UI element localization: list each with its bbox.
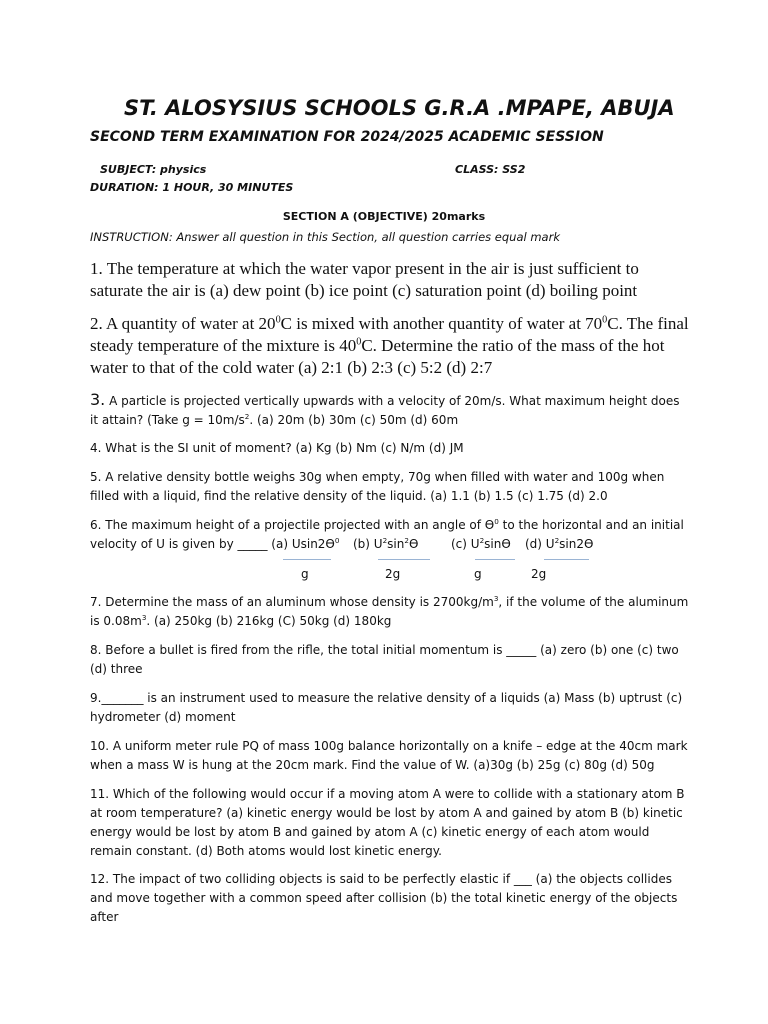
question-8: 8. Before a bullet is fired from the rifle, the total initial momentum is _____ (a) zero (b) one (c) two (d) three [90, 643, 679, 676]
question-3: 3. A particle is projected vertically upwards with a velocity of 20m/s. What maximum height does it attain? (Take $g = 10m/s^2$. (a) 20m (b) 30m (c) 50m (d) 60m [90, 390, 680, 427]
question-11: 11. Which of the following would occur if a moving atom A were to collide with a stationary atom B at room temperature? (a) kinetic energy would be lost by atom A and gained by atom B (b) kinetic energy would be lost by atom B and gained by atom A (c) kinetic energy of each atom would remain constant. (d) Both atoms would lost kinetic energy. [90, 787, 685, 858]
question-2: 2. A quantity of water at $20^0C$ is mixed with another quantity of water at $70^0C$. The final steady temperature of the mixture is $40^0C$. Determine the ratio of the mass of the hot water to that of the cold water (a) 2:1 (b) 2:3 (c) 5:2 (d) 2:7 [90, 314, 689, 377]
fraction-bar-c [475, 559, 515, 560]
question-6-option-d: (d) $U^2\sin 2ϴ$ [525, 536, 594, 551]
question-7: 7. Determine the mass of an aluminum whose density is $2700kg/m^3$, if the volume of the aluminum is $0.08m^3$. (a) 250kg (b) 216kg (C) 50kg (d) 180kg [90, 594, 689, 628]
subject-label: SUBJECT: physics [100, 163, 207, 176]
question-4: 4. What is the SI unit of moment? (a) Kg (b) Nm (c) N/m (d) JM [90, 441, 464, 455]
fraction-bar-b [378, 559, 430, 560]
question-10: 10. A uniform meter rule PQ of mass 100g balance horizontally on a knife – edge at the 40cm mark when a mass W is hung at the 20cm mark. Find the value of W. (a)30g (b) 25g (c) 80g (d) 50g [90, 739, 688, 772]
denominator-b: 2g [385, 567, 401, 581]
question-1: 1. The temperature at which the water vapor present in the air is just sufficient to saturate the air is (a) dew point (b) ice point (c) saturation point (d) boiling point [90, 259, 639, 300]
school-name: ST. ALOSYSIUS SCHOOLS G.R.A .MPAPE, ABUJA [124, 96, 675, 120]
question-5: 5. A relative density bottle weighs 30g when empty, 70g when filled with water and 100g when filled with a liquid, find the relative density of the liquid. (a) 1.1 (b) 1.5 (c) 1.75 (d) 2.0 [90, 470, 665, 503]
question-12: 12. The impact of two colliding objects is said to be perfectly elastic if ___ (a) the objects collides and move together with a common speed after collision (b) the total kinetic energy of the objects after [90, 872, 678, 924]
denominator-a: g [301, 567, 309, 581]
question-6-option-c: (c) $U^2\sin ϴ$ [451, 536, 511, 551]
denominator-c: g [474, 567, 482, 581]
question-9: 9._______ is an instrument used to measure the relative density of a liquids (a) Mass (b) uptrust (c) hydrometer (d) moment [90, 691, 683, 724]
question-6-option-b: (b) $U^2\sin^2ϴ$ [353, 536, 419, 551]
duration-label: DURATION: 1 HOUR, 30 MINUTES [90, 181, 294, 194]
denominator-d: 2g [531, 567, 547, 581]
instruction-text: INSTRUCTION: Answer all question in this Section, all question carries equal mark [90, 230, 560, 244]
question-6: 6. The maximum height of a projectile projected with an angle of $ϴ^0$ to the horizontal and an initial velocity of U is given by _____ (a) $Usin2ϴ^0$ [90, 517, 684, 551]
class-label: CLASS: SS2 [455, 163, 526, 176]
exam-title: SECOND TERM EXAMINATION FOR 2024/2025 ACADEMIC SESSION [90, 129, 604, 145]
section-title: SECTION A (OBJECTIVE) 20marks [282, 210, 486, 223]
fraction-bar-a [283, 559, 331, 560]
fraction-bar-d [544, 559, 589, 560]
